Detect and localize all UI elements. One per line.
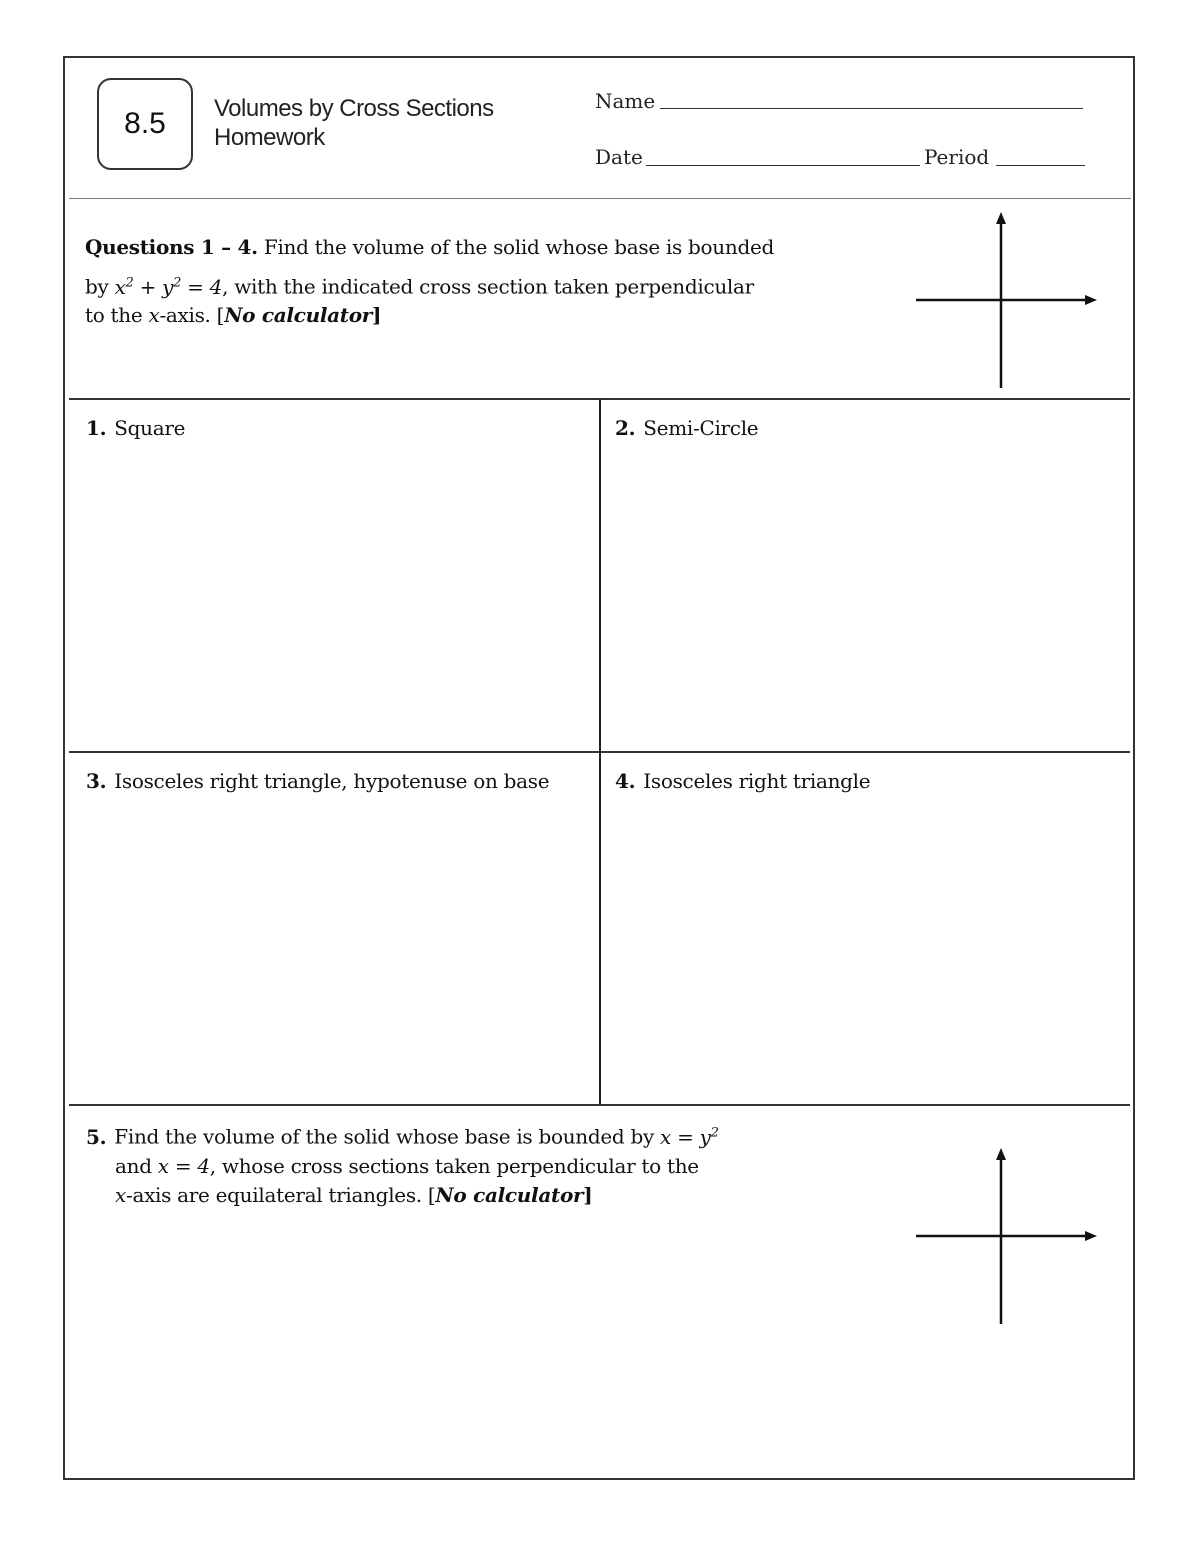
problem-5 [86, 1118, 786, 1210]
parabola-equation: $x = y^2$ [660, 1124, 719, 1149]
name-label: Name [595, 89, 656, 113]
problem-1 [86, 416, 185, 440]
intro-text-3-pre: to the [85, 302, 149, 327]
title-line-1: Volumes by Cross Sections [214, 95, 494, 122]
grid-bottom-rule [69, 1104, 1130, 1106]
title-line-2: Homework [214, 124, 325, 151]
problem-2 [615, 416, 758, 440]
coordinate-axes-1 [910, 208, 1105, 393]
problem-5-close-bracket: ] [583, 1182, 593, 1207]
problem-5-line-2-post: , whose cross sections taken perpendicular to the [209, 1153, 699, 1178]
date-field[interactable] [646, 165, 920, 166]
coordinate-axes-2 [910, 1144, 1105, 1329]
section-number: 8.5 [124, 107, 166, 140]
line-equation: x = 4 [157, 1153, 210, 1178]
intro-text-2-post: , with the indicated cross section taken perpendicular [222, 274, 754, 299]
intro-text-2-pre: by [85, 274, 115, 299]
circle-equation: $x^2 + y^2 = 4$ [114, 274, 223, 299]
section-badge [97, 78, 193, 170]
intro-close-bracket: ] [372, 302, 382, 327]
intro-instructions [85, 231, 845, 331]
intro-text-3-mid: -axis. [ [159, 302, 225, 327]
problem-5-x-var: x [115, 1182, 126, 1207]
intro-text-1: Find the volume of the solid whose base is bounded [257, 235, 774, 259]
problem-5-no-calculator: No calculator [435, 1182, 584, 1207]
problem-5-number: 5. [86, 1124, 107, 1149]
problem-4-label: Isosceles right triangle [643, 769, 871, 793]
worksheet-title [214, 94, 494, 152]
intro-lead: Questions 1 – 4. [85, 235, 258, 259]
period-label: Period [924, 145, 990, 169]
problem-5-line-2-pre: and [115, 1153, 158, 1178]
problem-5-line-3: -axis are equilateral triangles. [ [125, 1182, 436, 1207]
problem-2-number: 2. [615, 416, 636, 440]
period-field[interactable] [996, 165, 1085, 166]
problem-1-label: Square [114, 416, 186, 440]
intro-no-calculator: No calculator [224, 302, 372, 327]
grid-middle-rule [69, 751, 1130, 753]
problem-4-number: 4. [615, 769, 636, 793]
problem-1-number: 1. [86, 416, 107, 440]
problem-3-number: 3. [86, 769, 107, 793]
problem-4 [615, 769, 870, 793]
problem-2-label: Semi-Circle [643, 416, 759, 440]
problem-3 [86, 769, 549, 793]
intro-x-var: x [148, 302, 160, 327]
problem-3-label: Isosceles right triangle, hypotenuse on base [114, 769, 550, 793]
header-divider [69, 198, 1131, 199]
date-label: Date [595, 145, 643, 169]
problem-5-line-1: Find the volume of the solid whose base is bounded by [114, 1124, 661, 1149]
name-field[interactable] [660, 108, 1083, 109]
